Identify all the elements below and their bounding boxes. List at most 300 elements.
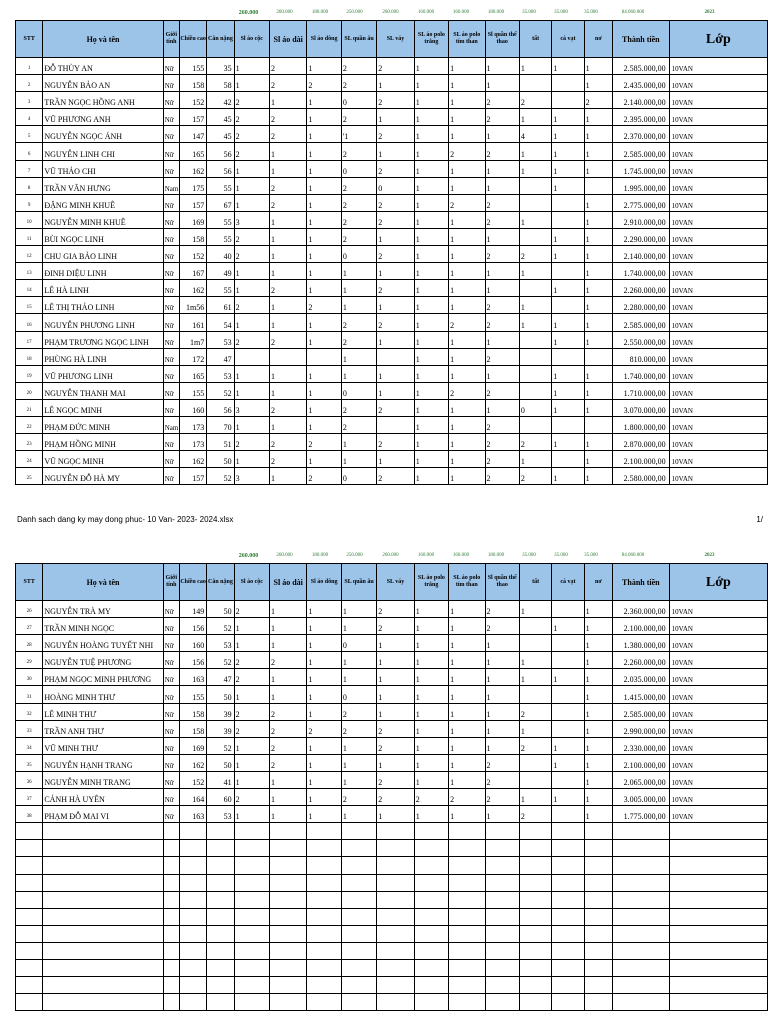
trousers-qty: 2 bbox=[341, 58, 376, 75]
total-cell: 1.740.000,00 bbox=[613, 263, 670, 280]
trousers-qty: 1 bbox=[341, 297, 376, 314]
empty-cell bbox=[519, 874, 551, 891]
total-cell: 2.585.000,00 bbox=[613, 58, 670, 75]
skirt-qty: 1 bbox=[377, 365, 414, 382]
white-polo-qty: 1 bbox=[414, 280, 448, 297]
winter-shirt-qty: 1 bbox=[307, 92, 341, 109]
navy-polo-qty: 1 bbox=[449, 280, 485, 297]
table-row bbox=[16, 601, 768, 618]
empty-cell bbox=[16, 925, 43, 942]
gender-cell: Nữ bbox=[163, 399, 179, 416]
navy-polo-qty: 1 bbox=[449, 601, 485, 618]
empty-cell bbox=[449, 925, 485, 942]
navy-polo-qty: 2 bbox=[449, 314, 485, 331]
tie-qty: 1 bbox=[552, 228, 584, 245]
table-row bbox=[16, 263, 768, 280]
name-cell: VŨ PHƯƠNG ANH bbox=[43, 109, 163, 126]
name-cell: NGUYỄN PHƯƠNG LINH bbox=[43, 314, 163, 331]
height-cell: 172 bbox=[179, 348, 206, 365]
short-shirt-qty: 2 bbox=[234, 109, 269, 126]
ao-dai-qty: 1 bbox=[269, 669, 306, 686]
sport-pants-qty: 1 bbox=[485, 720, 519, 737]
winter-shirt-qty: 1 bbox=[307, 601, 341, 618]
trousers-qty: 1 bbox=[341, 652, 376, 669]
weight-cell: 56 bbox=[207, 399, 234, 416]
winter-shirt-qty: 1 bbox=[307, 194, 341, 211]
sport-pants-qty: 2 bbox=[485, 109, 519, 126]
empty-cell bbox=[207, 925, 234, 942]
class-cell: 10VAN bbox=[669, 451, 767, 468]
name-cell: LÊ NGỌC MINH bbox=[43, 399, 163, 416]
weight-cell: 70 bbox=[207, 416, 234, 433]
empty-cell bbox=[584, 977, 612, 994]
table-row bbox=[16, 177, 768, 194]
white-polo-qty: 1 bbox=[414, 618, 448, 635]
ao-dai-qty bbox=[269, 348, 306, 365]
name-cell: LÊ MINH THƯ bbox=[43, 703, 163, 720]
socks-qty bbox=[519, 348, 551, 365]
sport-pants-qty: 2 bbox=[485, 754, 519, 771]
bow-qty: 1 bbox=[584, 399, 612, 416]
height-cell: 173 bbox=[179, 434, 206, 451]
trousers-qty: 2 bbox=[341, 228, 376, 245]
name-cell: NGUYỄN ĐỖ HÀ MY bbox=[43, 468, 163, 485]
trousers-qty: 1 bbox=[341, 806, 376, 823]
header-stt: STT bbox=[16, 564, 43, 601]
class-cell: 10VAN bbox=[669, 194, 767, 211]
empty-cell bbox=[207, 823, 234, 840]
trousers-qty: 2 bbox=[341, 720, 376, 737]
ao-dai-qty: 1 bbox=[269, 314, 306, 331]
empty-cell bbox=[377, 959, 414, 976]
tie-qty: 1 bbox=[552, 109, 584, 126]
weight-cell: 39 bbox=[207, 703, 234, 720]
class-cell: 10VAN bbox=[669, 365, 767, 382]
total-cell: 2.035.000,00 bbox=[613, 669, 670, 686]
empty-cell bbox=[377, 874, 414, 891]
stt-cell: 34 bbox=[16, 737, 43, 754]
weight-cell: 45 bbox=[207, 126, 234, 143]
sport-pants-qty: 1 bbox=[485, 126, 519, 143]
empty-cell bbox=[485, 942, 519, 959]
empty-cell bbox=[552, 994, 584, 1011]
tie-qty: 1 bbox=[552, 434, 584, 451]
header-navy-polo: SL áo polo tím than bbox=[449, 21, 485, 58]
unit-price: 260.000 bbox=[238, 10, 259, 16]
empty-cell bbox=[341, 891, 376, 908]
tie-qty: 1 bbox=[552, 399, 584, 416]
empty-cell bbox=[669, 857, 767, 874]
skirt-qty: 1 bbox=[377, 806, 414, 823]
table-row bbox=[16, 331, 768, 348]
empty-cell bbox=[16, 942, 43, 959]
empty-cell bbox=[584, 823, 612, 840]
table-row bbox=[16, 382, 768, 399]
winter-shirt-qty bbox=[307, 348, 341, 365]
table-row bbox=[16, 652, 768, 669]
empty-cell bbox=[16, 840, 43, 857]
short-shirt-qty: 2 bbox=[234, 703, 269, 720]
weight-cell: 47 bbox=[207, 669, 234, 686]
header-socks: tất bbox=[519, 564, 551, 601]
weight-cell: 49 bbox=[207, 263, 234, 280]
table-row bbox=[16, 737, 768, 754]
bow-qty: 1 bbox=[584, 143, 612, 160]
header-winter-shirt: Sl áo dông bbox=[307, 21, 341, 58]
skirt-qty: 2 bbox=[377, 92, 414, 109]
sheet-page-2 bbox=[15, 553, 767, 1011]
name-cell: PHẠM ĐỖ MAI VI bbox=[43, 806, 163, 823]
tie-qty: 1 bbox=[552, 382, 584, 399]
gender-cell: Nữ bbox=[163, 143, 179, 160]
class-cell: 10VAN bbox=[669, 703, 767, 720]
winter-shirt-qty: 1 bbox=[307, 228, 341, 245]
navy-polo-qty: 1 bbox=[449, 737, 485, 754]
table-row bbox=[16, 75, 768, 92]
stt-cell: 25 bbox=[16, 468, 43, 485]
stt-cell: 14 bbox=[16, 280, 43, 297]
stt-cell: 27 bbox=[16, 618, 43, 635]
class-cell: 10VAN bbox=[669, 652, 767, 669]
short-shirt-qty: 1 bbox=[234, 635, 269, 652]
empty-cell bbox=[43, 874, 163, 891]
total-cell: 1.745.000,00 bbox=[613, 160, 670, 177]
sheet-page-1 bbox=[15, 10, 767, 485]
gender-cell: Nữ bbox=[163, 703, 179, 720]
header-total: Thành tiền bbox=[613, 21, 670, 58]
header-skirt: SL váy bbox=[377, 21, 414, 58]
class-cell: 10VAN bbox=[669, 297, 767, 314]
sport-pants-qty: 2 bbox=[485, 297, 519, 314]
class-cell: 10VAN bbox=[669, 382, 767, 399]
height-cell: 162 bbox=[179, 160, 206, 177]
empty-cell bbox=[449, 994, 485, 1011]
empty-cell bbox=[43, 840, 163, 857]
class-cell: 10VAN bbox=[669, 109, 767, 126]
empty-cell bbox=[269, 874, 306, 891]
empty-cell bbox=[179, 891, 206, 908]
empty-cell bbox=[43, 823, 163, 840]
empty-cell bbox=[519, 908, 551, 925]
total-cell: 2.870.000,00 bbox=[613, 434, 670, 451]
gender-cell: Nam bbox=[163, 177, 179, 194]
empty-cell bbox=[269, 942, 306, 959]
sport-pants-qty: 2 bbox=[485, 416, 519, 433]
class-cell: 10VAN bbox=[669, 75, 767, 92]
white-polo-qty: 1 bbox=[414, 228, 448, 245]
name-cell: TRẦN MINH NGỌC bbox=[43, 618, 163, 635]
total-cell: 2.290.000,00 bbox=[613, 228, 670, 245]
stt-cell: 7 bbox=[16, 160, 43, 177]
winter-shirt-qty: 1 bbox=[307, 652, 341, 669]
empty-cell bbox=[669, 925, 767, 942]
empty-cell bbox=[552, 840, 584, 857]
height-cell: 162 bbox=[179, 754, 206, 771]
skirt-qty: 1 bbox=[377, 652, 414, 669]
navy-polo-qty: 1 bbox=[449, 92, 485, 109]
short-shirt-qty: 1 bbox=[234, 280, 269, 297]
class-cell: 10VAN bbox=[669, 468, 767, 485]
winter-shirt-qty: 1 bbox=[307, 246, 341, 263]
name-cell: VŨ MINH THƯ bbox=[43, 737, 163, 754]
empty-cell bbox=[207, 857, 234, 874]
tie-qty bbox=[552, 194, 584, 211]
bow-qty: 1 bbox=[584, 365, 612, 382]
sport-pants-qty: 2 bbox=[485, 314, 519, 331]
empty-cell bbox=[613, 977, 670, 994]
bow-qty bbox=[584, 177, 612, 194]
white-polo-qty: 1 bbox=[414, 297, 448, 314]
sport-pants-qty: 1 bbox=[485, 160, 519, 177]
empty-cell bbox=[552, 823, 584, 840]
socks-qty: 2 bbox=[519, 703, 551, 720]
empty-cell bbox=[234, 840, 269, 857]
unit-price: 260.000 bbox=[238, 553, 259, 559]
stt-cell: 5 bbox=[16, 126, 43, 143]
gender-cell: Nữ bbox=[163, 737, 179, 754]
table-row bbox=[16, 720, 768, 737]
height-cell: 169 bbox=[179, 211, 206, 228]
tie-qty: 1 bbox=[552, 314, 584, 331]
socks-qty bbox=[519, 686, 551, 703]
empty-cell bbox=[163, 994, 179, 1011]
short-shirt-qty: 2 bbox=[234, 228, 269, 245]
empty-cell bbox=[613, 891, 670, 908]
height-cell: 169 bbox=[179, 737, 206, 754]
white-polo-qty: 1 bbox=[414, 246, 448, 263]
navy-polo-qty: 1 bbox=[449, 228, 485, 245]
bow-qty: 1 bbox=[584, 737, 612, 754]
empty-cell bbox=[207, 959, 234, 976]
empty-cell bbox=[414, 891, 448, 908]
sport-pants-qty: 1 bbox=[485, 58, 519, 75]
socks-qty bbox=[519, 228, 551, 245]
header-name: Họ và tên bbox=[43, 564, 163, 601]
unit-price: 260.000 bbox=[382, 10, 399, 15]
white-polo-qty: 1 bbox=[414, 468, 448, 485]
skirt-qty: 2 bbox=[377, 160, 414, 177]
tie-qty: 1 bbox=[552, 618, 584, 635]
sport-pants-qty: 1 bbox=[485, 399, 519, 416]
total-cell: 2.260.000,00 bbox=[613, 280, 670, 297]
winter-shirt-qty: 2 bbox=[307, 434, 341, 451]
socks-qty bbox=[519, 331, 551, 348]
navy-polo-qty: 1 bbox=[449, 652, 485, 669]
winter-shirt-qty: 1 bbox=[307, 109, 341, 126]
winter-shirt-qty: 1 bbox=[307, 669, 341, 686]
empty-cell bbox=[669, 977, 767, 994]
trousers-qty: 2 bbox=[341, 177, 376, 194]
weight-cell: 53 bbox=[207, 806, 234, 823]
trousers-qty: 2 bbox=[341, 194, 376, 211]
tie-qty bbox=[552, 806, 584, 823]
tie-qty bbox=[552, 92, 584, 109]
navy-polo-qty: 1 bbox=[449, 348, 485, 365]
year-label: 2023 bbox=[704, 553, 715, 558]
bow-qty: 1 bbox=[584, 211, 612, 228]
name-cell: CẢNH HÀ UYÊN bbox=[43, 789, 163, 806]
name-cell: PHÙNG HÀ LINH bbox=[43, 348, 163, 365]
gender-cell: Nữ bbox=[163, 75, 179, 92]
empty-cell bbox=[341, 994, 376, 1011]
ao-dai-qty: 2 bbox=[269, 75, 306, 92]
height-cell: 163 bbox=[179, 669, 206, 686]
height-cell: 163 bbox=[179, 806, 206, 823]
empty-cell bbox=[179, 959, 206, 976]
name-cell: VŨ NGỌC MINH bbox=[43, 451, 163, 468]
total-cell: 1.380.000,00 bbox=[613, 635, 670, 652]
class-cell: 10VAN bbox=[669, 686, 767, 703]
short-shirt-qty: 3 bbox=[234, 211, 269, 228]
class-cell: 10VAN bbox=[669, 720, 767, 737]
table-row bbox=[16, 669, 768, 686]
weight-cell: 50 bbox=[207, 451, 234, 468]
empty-cell bbox=[43, 891, 163, 908]
short-shirt-qty: 1 bbox=[234, 75, 269, 92]
skirt-qty: 1 bbox=[377, 228, 414, 245]
header-weight: Cân nặng bbox=[207, 564, 234, 601]
name-cell: TRẦN ANH THƯ bbox=[43, 720, 163, 737]
empty-cell bbox=[43, 942, 163, 959]
white-polo-qty: 1 bbox=[414, 686, 448, 703]
height-cell: 1m7 bbox=[179, 331, 206, 348]
empty-row bbox=[16, 874, 768, 891]
empty-cell bbox=[269, 977, 306, 994]
unit-price: 180.000 bbox=[311, 10, 329, 15]
total-cell: 2.775.000,00 bbox=[613, 194, 670, 211]
navy-polo-qty: 1 bbox=[449, 635, 485, 652]
empty-cell bbox=[519, 994, 551, 1011]
gender-cell: Nữ bbox=[163, 348, 179, 365]
weight-cell: 58 bbox=[207, 75, 234, 92]
gender-cell: Nữ bbox=[163, 434, 179, 451]
class-cell: 10VAN bbox=[669, 348, 767, 365]
empty-cell bbox=[179, 977, 206, 994]
empty-cell bbox=[234, 942, 269, 959]
empty-cell bbox=[414, 874, 448, 891]
class-cell: 10VAN bbox=[669, 126, 767, 143]
class-cell: 10VAN bbox=[669, 771, 767, 788]
empty-row bbox=[16, 857, 768, 874]
tie-qty bbox=[552, 686, 584, 703]
white-polo-qty: 1 bbox=[414, 601, 448, 618]
white-polo-qty: 1 bbox=[414, 669, 448, 686]
total-cell: 2.585.000,00 bbox=[613, 143, 670, 160]
short-shirt-qty: 2 bbox=[234, 601, 269, 618]
trousers-qty: 1 bbox=[341, 263, 376, 280]
empty-cell bbox=[669, 891, 767, 908]
skirt-qty: 1 bbox=[377, 109, 414, 126]
price-row bbox=[15, 553, 767, 563]
gender-cell: Nữ bbox=[163, 365, 179, 382]
gender-cell: Nữ bbox=[163, 652, 179, 669]
tie-qty: 1 bbox=[552, 160, 584, 177]
weight-cell: 53 bbox=[207, 365, 234, 382]
weight-cell: 52 bbox=[207, 468, 234, 485]
navy-polo-qty: 1 bbox=[449, 211, 485, 228]
trousers-qty: 2 bbox=[341, 211, 376, 228]
empty-cell bbox=[269, 994, 306, 1011]
unit-price: 35.000 bbox=[554, 10, 568, 15]
tie-qty bbox=[552, 297, 584, 314]
bow-qty: 1 bbox=[584, 160, 612, 177]
socks-qty bbox=[519, 771, 551, 788]
tie-qty: 1 bbox=[552, 737, 584, 754]
name-cell: VŨ PHƯƠNG LINH bbox=[43, 365, 163, 382]
empty-cell bbox=[341, 823, 376, 840]
height-cell: 175 bbox=[179, 177, 206, 194]
skirt-qty: 1 bbox=[377, 703, 414, 720]
bow-qty: 1 bbox=[584, 75, 612, 92]
winter-shirt-qty: 2 bbox=[307, 720, 341, 737]
class-cell: 10VAN bbox=[669, 601, 767, 618]
empty-cell bbox=[16, 857, 43, 874]
empty-cell bbox=[613, 840, 670, 857]
name-cell: PHẠM HỒNG MINH bbox=[43, 434, 163, 451]
white-polo-qty: 1 bbox=[414, 58, 448, 75]
socks-qty bbox=[519, 754, 551, 771]
gender-cell: Nữ bbox=[163, 314, 179, 331]
empty-cell bbox=[584, 874, 612, 891]
stt-cell: 36 bbox=[16, 771, 43, 788]
empty-cell bbox=[669, 874, 767, 891]
empty-cell bbox=[43, 994, 163, 1011]
bow-qty: 1 bbox=[584, 601, 612, 618]
trousers-qty: 1 bbox=[341, 280, 376, 297]
white-polo-qty: 1 bbox=[414, 399, 448, 416]
total-cell: 2.100.000,00 bbox=[613, 754, 670, 771]
empty-cell bbox=[519, 959, 551, 976]
footer-page-number: 1/ bbox=[756, 515, 763, 524]
empty-cell bbox=[377, 942, 414, 959]
tie-qty: 1 bbox=[552, 246, 584, 263]
gender-cell: Nữ bbox=[163, 720, 179, 737]
sport-pants-qty: 2 bbox=[485, 92, 519, 109]
empty-cell bbox=[234, 823, 269, 840]
socks-qty bbox=[519, 280, 551, 297]
short-shirt-qty: 3 bbox=[234, 468, 269, 485]
empty-cell bbox=[179, 908, 206, 925]
empty-cell bbox=[341, 977, 376, 994]
tie-qty bbox=[552, 211, 584, 228]
stt-cell: 29 bbox=[16, 652, 43, 669]
name-cell: NGUYỄN HẠNH TRANG bbox=[43, 754, 163, 771]
winter-shirt-qty: 1 bbox=[307, 618, 341, 635]
trousers-qty: 1 bbox=[341, 618, 376, 635]
header-skirt: SL váy bbox=[377, 564, 414, 601]
unit-price: 160.000 bbox=[417, 10, 435, 15]
height-cell: 155 bbox=[179, 58, 206, 75]
empty-cell bbox=[414, 959, 448, 976]
empty-cell bbox=[584, 959, 612, 976]
skirt-qty: 2 bbox=[377, 399, 414, 416]
tie-qty: 1 bbox=[552, 143, 584, 160]
trousers-qty: 2 bbox=[341, 703, 376, 720]
gender-cell: Nữ bbox=[163, 618, 179, 635]
short-shirt-qty: 2 bbox=[234, 92, 269, 109]
short-shirt-qty: 1 bbox=[234, 160, 269, 177]
socks-qty: 1 bbox=[519, 297, 551, 314]
empty-cell bbox=[307, 925, 341, 942]
bow-qty: 1 bbox=[584, 228, 612, 245]
short-shirt-qty: 3 bbox=[234, 399, 269, 416]
stt-cell: 6 bbox=[16, 143, 43, 160]
short-shirt-qty: 1 bbox=[234, 382, 269, 399]
header-sport-pants: Sl quần thể thao bbox=[485, 564, 519, 601]
navy-polo-qty: 1 bbox=[449, 160, 485, 177]
empty-cell bbox=[613, 925, 670, 942]
height-cell: 173 bbox=[179, 416, 206, 433]
